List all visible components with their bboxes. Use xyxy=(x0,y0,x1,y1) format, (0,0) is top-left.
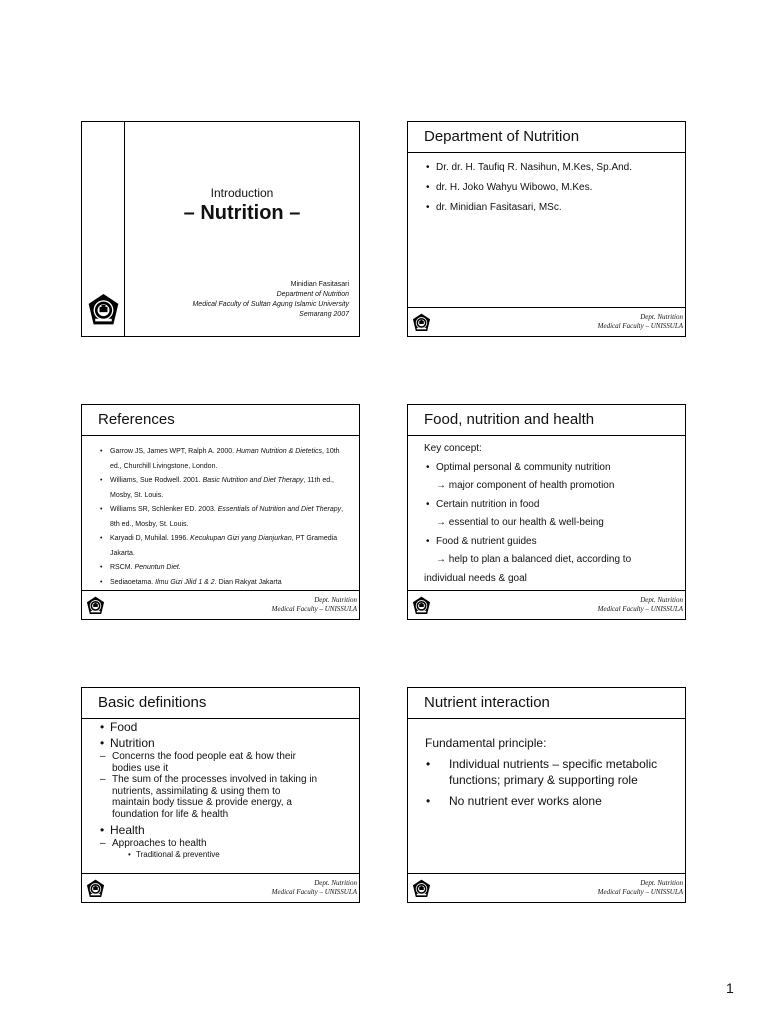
list-subitem: → essential to our health & well-being xyxy=(436,517,604,528)
list-subitem: → major component of health promotion xyxy=(436,480,615,491)
slide-footer xyxy=(82,590,359,619)
department-slide xyxy=(407,121,686,337)
footer-faculty: Medical Faculty – UNISSULA xyxy=(597,322,683,330)
list-subitem-continued: individual needs & goal xyxy=(424,572,527,584)
footer-dept: Dept. Nutrition xyxy=(640,879,683,887)
footer-dept: Dept. Nutrition xyxy=(314,879,357,887)
slide-main-title: – Nutrition – xyxy=(183,202,301,224)
university-seal-icon xyxy=(412,596,431,615)
basic-definitions-slide xyxy=(81,687,360,903)
slide-side-bar xyxy=(82,122,125,336)
footer-dept: Dept. Nutrition xyxy=(314,596,357,604)
list-item: • dr. Minidian Fasitasari, MSc. xyxy=(424,202,685,214)
university-seal-icon xyxy=(86,879,105,898)
slide-footer xyxy=(408,590,685,619)
author-department: Department of Nutrition xyxy=(276,291,349,298)
reference-list xyxy=(82,436,359,590)
list-item: • Food xyxy=(98,719,353,735)
page-number: 1 xyxy=(726,980,734,996)
list-item: • No nutrient ever works alone xyxy=(425,793,679,810)
slide-title: Nutrient interaction xyxy=(408,688,685,719)
author-block xyxy=(192,280,349,320)
reference-item: • Sediaoetama. Ilmu Gizi Jilid 1 & 2. Dian Rakyat Jakarta xyxy=(98,576,353,591)
slide-subtitle: Introduction xyxy=(210,186,274,200)
nutrient-interaction-slide xyxy=(407,687,686,903)
university-seal-logo xyxy=(87,293,120,326)
list-item: • Dr. dr. H. Taufiq R. Nasihun, M.Kes, Sp.And. xyxy=(424,162,685,174)
list-subitem: – Approaches to health xyxy=(100,838,207,849)
references-slide xyxy=(81,404,360,620)
list-item: • Health xyxy=(98,822,353,838)
footer-dept: Dept. Nutrition xyxy=(640,596,683,604)
slide-title: Basic definitions xyxy=(82,688,359,719)
staff-list xyxy=(408,153,685,214)
title-slide xyxy=(81,121,360,337)
university-seal-icon xyxy=(412,879,431,898)
slide-footer xyxy=(408,873,685,902)
key-concept-label: Key concept: xyxy=(424,443,482,454)
author-name: Minidian Fasitasari xyxy=(290,281,349,288)
reference-item: • Garrow JS, James WPT, Ralph A. 2000. Human Nutrition & Dietetics, 10th ed., Churchill Livingstone, London. xyxy=(98,445,353,474)
university-seal-icon xyxy=(412,313,431,332)
footer-faculty: Medical Faculty – UNISSULA xyxy=(597,605,683,613)
university-seal-icon xyxy=(86,596,105,615)
slide-title: Food, nutrition and health xyxy=(408,405,685,436)
principle-label: Fundamental principle: xyxy=(425,736,547,750)
list-subitem: – Concerns the food people eat & how their bodies use it xyxy=(100,751,297,774)
reference-item: • Williams, Sue Rodwell. 2001. Basic Nutrition and Diet Therapy, 11th ed., Mosby, St. Louis. xyxy=(98,474,353,503)
food-nutrition-health-slide xyxy=(407,404,686,620)
footer-faculty: Medical Faculty – UNISSULA xyxy=(597,888,683,896)
footer-faculty: Medical Faculty – UNISSULA xyxy=(271,605,357,613)
list-item: • Individual nutrients – specific metabolic functions; primary & supporting role xyxy=(425,756,679,789)
slide-footer xyxy=(82,873,359,902)
list-subitem: – The sum of the processes involved in taking in nutrients, assimilating & using them to maintain body tissue & provide energy, a foundation for life & health xyxy=(100,774,318,820)
list-item: • Nutrition xyxy=(98,735,353,751)
list-item: • dr. H. Joko Wahyu Wibowo, M.Kes. xyxy=(424,182,685,194)
slide-footer xyxy=(408,307,685,336)
reference-item: • RSCM. Penuntun Diet. xyxy=(98,561,353,576)
author-faculty: Medical Faculty of Sultan Agung Islamic University xyxy=(192,301,349,308)
list-item: • Optimal personal & community nutrition xyxy=(424,459,677,478)
slide-title: References xyxy=(82,405,359,436)
list-item: • Certain nutrition in food xyxy=(424,496,677,515)
reference-item: • Williams SR, Schlenker ED. 2003. Essentials of Nutrition and Diet Therapy, 8th ed., Mosby, St. Louis. xyxy=(98,503,353,532)
list-item: • Food & nutrient guides xyxy=(424,533,677,552)
footer-dept: Dept. Nutrition xyxy=(640,313,683,321)
list-subsubitem: • Traditional & preventive xyxy=(98,850,353,860)
footer-faculty: Medical Faculty – UNISSULA xyxy=(271,888,357,896)
list-subitem: → help to plan a balanced diet, according to xyxy=(436,554,632,565)
slide-title: Department of Nutrition xyxy=(408,122,685,153)
author-city-year: Semarang 2007 xyxy=(299,311,349,318)
reference-item: • Karyadi D, Muhilal. 1996. Kecukupan Gizi yang Dianjurkan, PT Gramedia Jakarta. xyxy=(98,532,353,561)
